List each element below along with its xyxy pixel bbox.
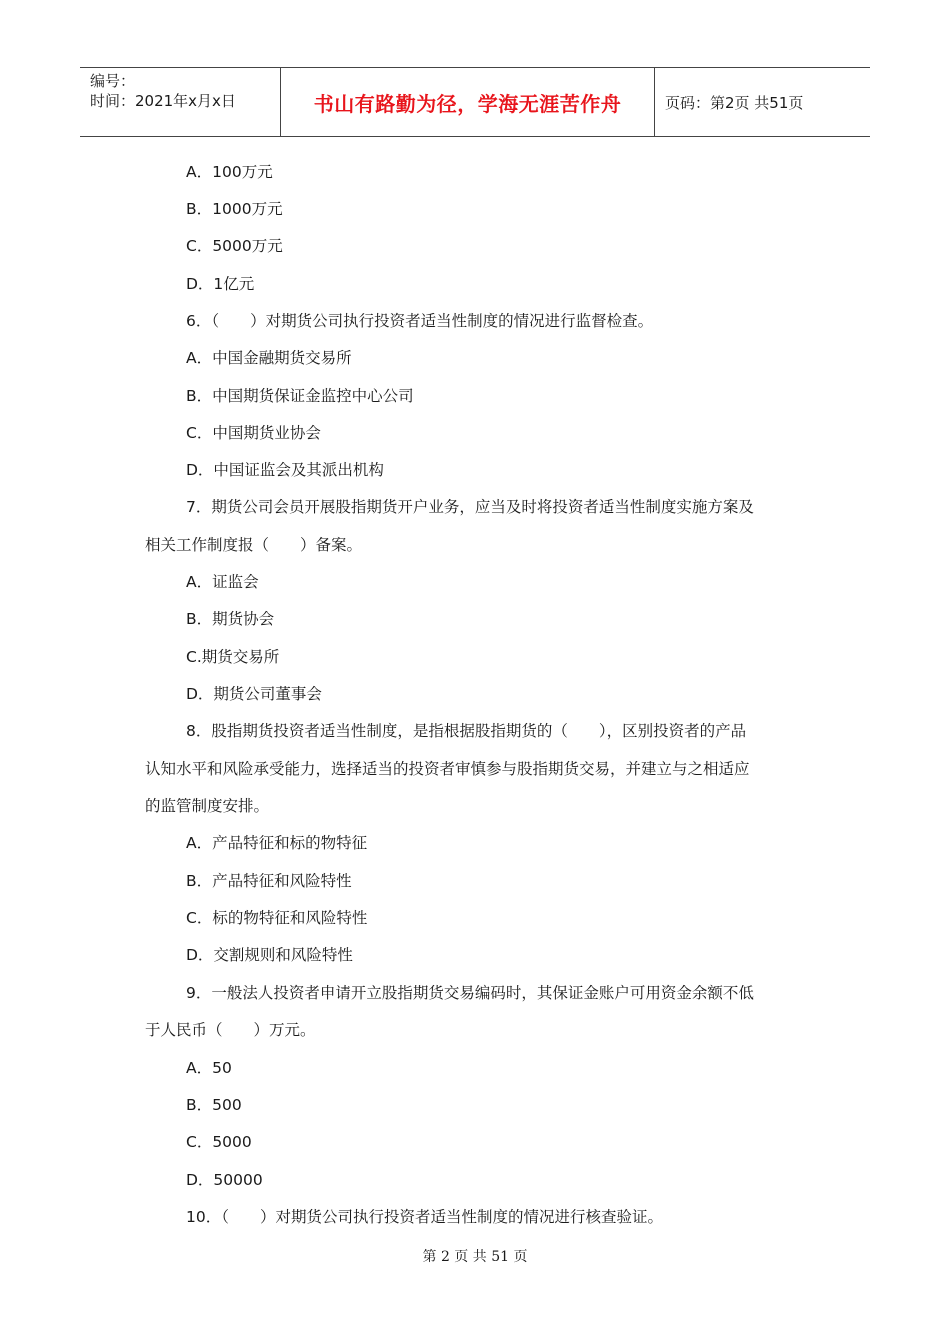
- option-line: B．期货协会: [186, 610, 275, 628]
- option-line: D．1亿元: [186, 275, 255, 293]
- page-footer: 第 2 页 共 51 页: [422, 1249, 528, 1265]
- question-line: 认知水平和风险承受能力，选择适当的投资者审慎参与股指期货交易，并建立与之相适应: [145, 760, 750, 778]
- option-line: B．1000万元: [186, 200, 283, 218]
- serial-label: 编号：: [90, 72, 136, 90]
- option-line: D．中国证监会及其派出机构: [186, 461, 384, 479]
- option-line: D．交割规则和风险特性: [186, 946, 353, 964]
- question-line: 7．期货公司会员开展股指期货开户业务，应当及时将投资者适当性制度实施方案及: [186, 498, 754, 516]
- time-label: 时间：2021年x月x日: [90, 92, 236, 110]
- question-line: 10．（ ）对期货公司执行投资者适当性制度的情况进行核查验证。: [186, 1208, 663, 1226]
- option-line: A．100万元: [186, 163, 273, 181]
- option-line: C．5000万元: [186, 237, 283, 255]
- option-line: C．5000: [186, 1133, 252, 1151]
- option-line: B．500: [186, 1096, 242, 1114]
- header-page-info: 页码：第2页 共51页: [665, 93, 804, 112]
- page-header: [80, 67, 870, 137]
- option-line: D．期货公司董事会: [186, 685, 322, 703]
- option-line: A．中国金融期货交易所: [186, 349, 352, 367]
- option-line: C．中国期货业协会: [186, 424, 321, 442]
- option-line: A．证监会: [186, 573, 259, 591]
- question-line: 相关工作制度报（ ）备案。: [145, 536, 363, 554]
- question-line: 8．股指期货投资者适当性制度，是指根据股指期货的（ ），区别投资者的产品: [186, 722, 747, 740]
- option-line: D．50000: [186, 1171, 263, 1189]
- header-divider: [654, 68, 655, 136]
- option-line: C．标的物特征和风险特性: [186, 909, 368, 927]
- option-line: C.期货交易所: [186, 648, 280, 666]
- header-meta: [80, 68, 280, 136]
- question-line: 9．一般法人投资者申请开立股指期货交易编码时，其保证金账户可用资金余额不低: [186, 984, 754, 1002]
- question-line: 于人民币（ ）万元。: [145, 1021, 316, 1039]
- option-line: B．产品特征和风险特性: [186, 872, 352, 890]
- header-motto: 书山有路勤为径，学海无涯苦作舟: [313, 91, 622, 116]
- option-line: A．产品特征和标的物特征: [186, 834, 368, 852]
- question-line: 的监管制度安排。: [145, 797, 270, 815]
- option-line: A．50: [186, 1059, 232, 1077]
- question-line: 6．（ ）对期货公司执行投资者适当性制度的情况进行监督检查。: [186, 312, 654, 330]
- option-line: B．中国期货保证金监控中心公司: [186, 387, 414, 405]
